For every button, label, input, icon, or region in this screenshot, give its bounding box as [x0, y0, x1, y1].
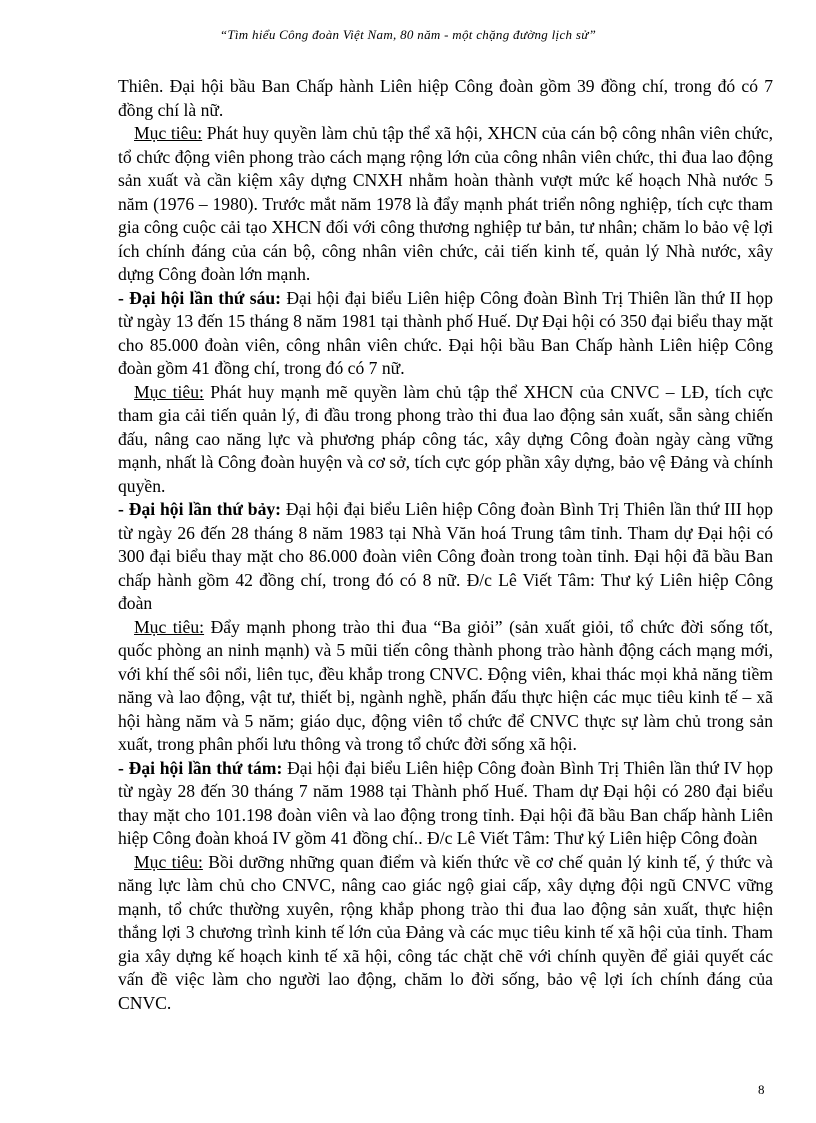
paragraph-muc-tieu	[118, 122, 773, 287]
paragraph-muc-tieu	[118, 616, 773, 757]
congress-heading: - Đại hội lần thứ tám:	[118, 757, 283, 778]
muc-tieu-label: Mục tiêu:	[134, 616, 205, 637]
congress-heading: - Đại hội lần thứ bảy:	[118, 499, 282, 519]
paragraph-text: Phát huy mạnh mẽ quyền làm chủ tập thể XHCN của CNVC – LĐ, tích cực tham gia cải tiến quản lý, đi đầu trong phong trào thi đua lao động sản xuất, sẵn sàng chiến đấu, nâng cao năng lực và phương pháp công tác, xây dựng Công đoàn ngày càng vững mạnh, nhất là Công đoàn huyện và cơ sở, tích cực góp phần xây dựng, bảo vệ Đảng và chính quyền.	[118, 381, 773, 496]
page-number: 8	[758, 1082, 765, 1097]
paragraph-text: Phát huy quyền làm chủ tập thể xã hội, XHCN của cán bộ công nhân viên chức, tổ chức động viên phong trào cách mạng rộng lớn của công nhân viên chức, thi đua lao động sản xuất và cần kiệm xây dựng CNXH nhằm hoàn thành vượt mức kế hoạch Nhà nước 5 năm (1976 – 1980). Trước mắt năm 1978 là đẩy mạnh phát triển nông nghiệp, tích cực tham gia công cuộc cải tạo XHCN đối với công thương nghiệp tư bản, tư nhân; chăm lo bảo vệ lợi ích chính đáng của cán bộ, công nhân viên chức, cải tiến kinh tế, quản lý Nhà nước, xây dựng Công đoàn lớn mạnh.	[118, 123, 774, 284]
paragraph-text: Đại hội đại biểu Liên hiệp Công đoàn Bình Trị Thiên lần thứ II họp từ ngày 13 đến 15 tháng 8 năm 1981 tại thành phố Huế. Dự Đại hội có 350 đại biểu thay mặt cho 85.000 đoàn viên, công nhân viên chức. Đại hội bầu Ban Chấp hành Liên hiệp Công đoàn gồm 41 đồng chí, trong đó có 7 nữ.	[118, 287, 773, 378]
paragraph-text: Bồi dưỡng những quan điểm và kiến thức về cơ chế quản lý kinh tế, ý thức và năng lực làm chủ cho CNVC, nâng cao giác ngộ giai cấp, xây dựng đội ngũ CNVC vững mạnh, tổ chức thường xuyên, rộng khắp phong trào thi đua lao động sản xuất, thực hiện thắng lợi 3 chương trình kinh tế lớn của Đảng và các mục tiêu kinh tế xã hội của tỉnh. Tham gia xây dựng kế hoạch kinh tế xã hội, công tác chặt chẽ với chính quyền để giải quyết các vấn đề việc làm cho người lao động, chăm lo đời sống, bảo vệ lợi ích chính đáng của CNVC.	[118, 851, 773, 1013]
muc-tieu-label: Mục tiêu:	[134, 851, 203, 872]
congress-heading: - Đại hội lần thứ sáu:	[118, 287, 282, 308]
paragraph-muc-tieu	[118, 851, 773, 1016]
paragraph-text: Thiên. Đại hội bầu Ban Chấp hành Liên hiệp Công đoàn gồm 39 đồng chí, trong đó có 7 đồng chí là nữ.	[118, 76, 773, 120]
paragraph-text: Đại hội đại biểu Liên hiệp Công đoàn Bình Trị Thiên lần thứ III họp từ ngày 26 đến 28 tháng 8 năm 1983 tại Nhà Văn hoá Trung tâm tỉnh. Tham dự Đại hội có 300 đại biểu thay mặt cho 86.000 đoàn viên Công đoàn trong toàn tỉnh. Đại hội đã bầu Ban chấp hành gồm 42 đồng chí, trong đó có 8 nữ. Đ/c Lê Viết Tâm: Thư ký Liên hiệp Công đoàn	[118, 499, 773, 613]
paragraph-congress-7	[118, 498, 773, 616]
paragraph-text: Đại hội đại biểu Liên hiệp Công đoàn Bình Trị Thiên lần thứ IV họp từ ngày 28 đến 30 tháng 7 năm 1988 tại Thành phố Huế. Tham dự Đại hội có 280 đại biểu thay mặt cho 101.198 đoàn viên và lao động trong tỉnh. Đại hội đã bầu Ban chấp hành Liên hiệp Công đoàn khoá IV gồm 41 đồng chí.. Đ/c Lê Viết Tâm: Thư ký Liên hiệp Công đoàn	[118, 757, 773, 848]
paragraph-congress-6	[118, 287, 773, 381]
paragraph-muc-tieu	[118, 381, 773, 499]
muc-tieu-label: Mục tiêu:	[134, 381, 204, 402]
paragraph	[118, 75, 773, 122]
document-body	[118, 75, 773, 1015]
page-header: “Tìm hiểu Công đoàn Việt Nam, 80 năm - một chặng đường lịch sử”	[219, 27, 597, 42]
paragraph-text: Đẩy mạnh phong trào thi đua “Ba giỏi” (sản xuất giỏi, tổ chức đời sống tốt, quốc phòng an ninh mạnh) và 5 mũi tiến công thành phong trào hành động cách mạng mới, với khí thế sôi nổi, liên tục, đều khắp trong CNVC. Động viên, khai thác mọi khả năng tiềm năng và lao động, vật tư, thiết bị, ngành nghề, phấn đấu thực hiện các mục tiêu kinh tế – xã hội hàng năm và 5 năm; giáo dục, động viên tổ chức để CNVC thực sự làm chủ trong sản xuất, trong phân phối lưu thông và trong tổ chức đời sống xã hội.	[118, 616, 774, 754]
muc-tieu-label: Mục tiêu:	[134, 123, 203, 143]
paragraph-congress-8	[118, 757, 773, 851]
